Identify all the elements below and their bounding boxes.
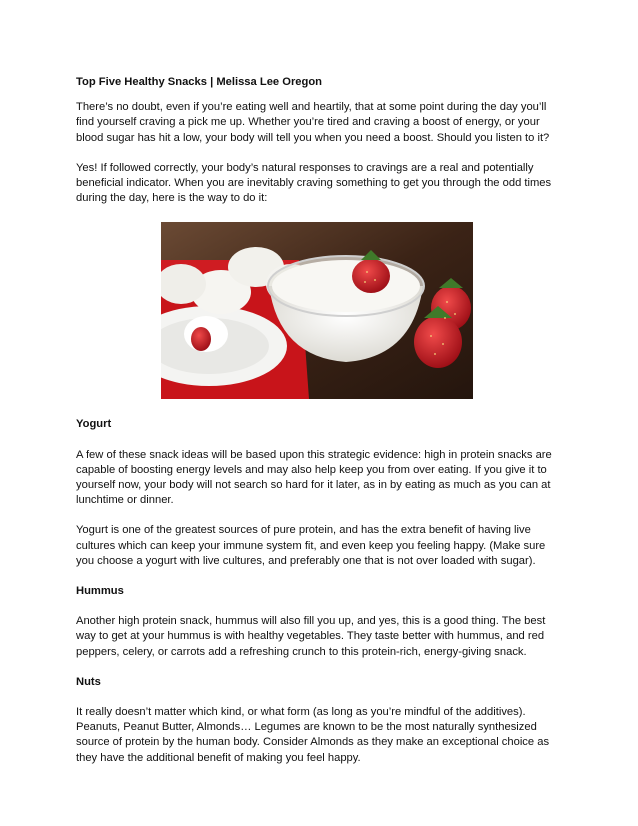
section-heading-yogurt: Yogurt bbox=[76, 418, 112, 431]
section-paragraph: Yogurt is one of the greatest sources of pure protein, and has the extra benefit of having live cultures which can keep your immune system fit, and even keep you feeling happy. (Make sure you choose a yogurt with live cultures, and preferably one that is not over loaded with sugar). bbox=[76, 524, 546, 567]
intro-paragraph: There’s no doubt, even if you’re eating well and heartily, that at some point during the day you’ll find yourself craving a pick me up. Whether you’re tired and craving a boost of energy, or your blood sugar has hit a low, your body will tell you when you need a boost. Should you listen to it? bbox=[76, 101, 550, 144]
intro-paragraph: Yes! If followed correctly, your body’s natural responses to cravings are a real and potentially beneficial indicator. When you are inevitably craving something to get you through the odd times during the day, here is the way to do it: bbox=[76, 161, 552, 205]
section-paragraph: It really doesn’t matter which kind, or what form (as long as you’re mindful of the additives). Peanuts, Peanut Butter, Almonds… Legumes are known to be the most naturally synthesized source of protein by the human body. Consider Almonds as they make an exceptional choice as they have the additional benefit of making you feel happy. bbox=[76, 706, 550, 764]
section-heading-nuts: Nuts bbox=[76, 675, 101, 688]
document-page bbox=[76, 75, 566, 766]
document-title: Top Five Healthy Snacks | Melissa Lee Oregon bbox=[76, 76, 323, 88]
section-heading-hummus: Hummus bbox=[76, 585, 124, 598]
section-paragraph: Another high protein snack, hummus will also fill you up, and yes, this is a good thing. The best way to get at your hummus is with healthy vegetables. They taste better with hummus, and red peppers, celery, or carrots add a refreshing crunch to this protein-rich, energy-giving snack. bbox=[76, 615, 546, 658]
yogurt-strawberry-photo bbox=[161, 222, 473, 399]
section-paragraph: A few of these snack ideas will be based upon this strategic evidence: high in protein snacks are capable of boosting energy levels and may also help keep you from over eating. If you give it to yourself now, your body will not search so hard for it later, as in by eating as much as you can at lunchtime or dinner. bbox=[76, 448, 552, 507]
